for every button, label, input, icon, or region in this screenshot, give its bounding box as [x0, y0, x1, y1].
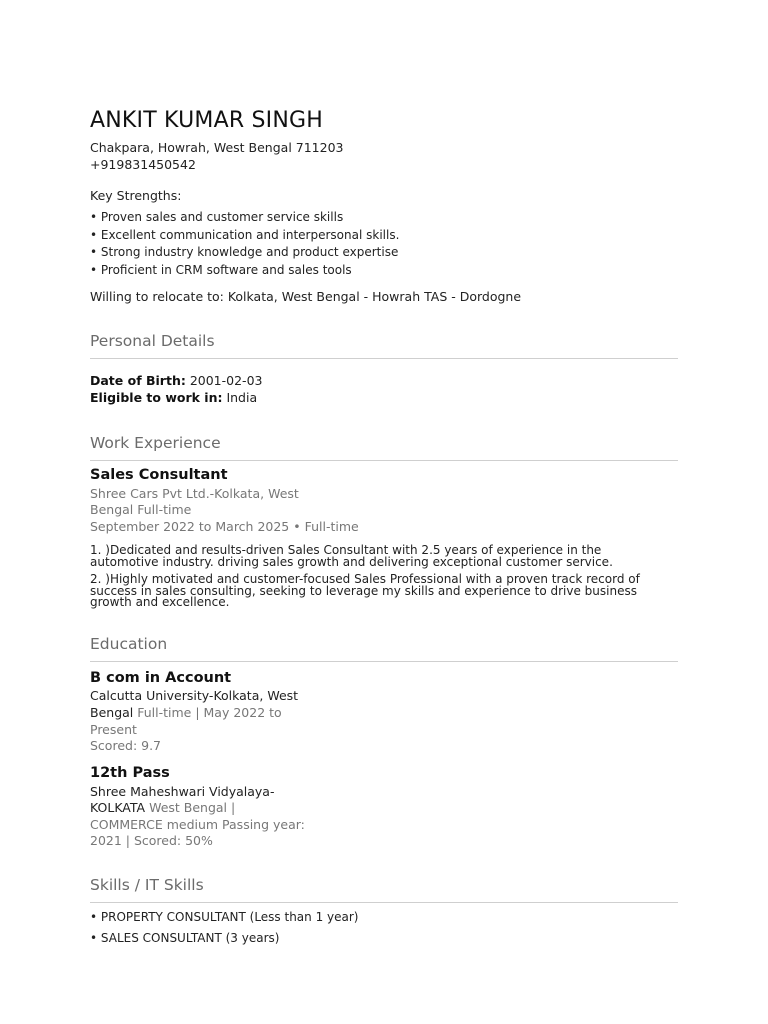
section-divider — [90, 460, 678, 461]
employment-dates: September 2022 to March 2025 • Full-time — [90, 519, 359, 534]
institution-location: KOLKATA — [90, 800, 146, 815]
description-line: growth and excellence. — [90, 595, 230, 609]
relocation-preference: Willing to relocate to: Kolkata, West Bengal - Howrah TAS - Dordogne — [90, 289, 522, 304]
address: Chakpara, Howrah, West Bengal 711203 — [90, 140, 344, 155]
section-divider — [90, 358, 678, 359]
list-item: • Proficient in CRM software and sales tools — [90, 262, 352, 277]
section-title-work-experience: Work Experience — [90, 434, 221, 452]
job-title: Sales Consultant — [90, 467, 228, 483]
list-item: • PROPERTY CONSULTANT (Less than 1 year) — [90, 910, 359, 924]
list-item: • Strong industry knowledge and product expertise — [90, 245, 399, 260]
company-line: Bengal Full-time — [90, 502, 192, 517]
job-description-1 — [90, 545, 678, 568]
degree-title: 12th Pass — [90, 765, 170, 781]
description-line: automotive industry. driving sales growth and delivering exceptional customer service. — [90, 554, 613, 569]
study-details: COMMERCE medium Passing year: — [90, 817, 305, 832]
list-item: • SALES CONSULTANT (3 years) — [90, 931, 280, 945]
institution-line — [90, 800, 235, 815]
list-item: • Proven sales and customer service skills — [90, 210, 344, 224]
score: 2021 | Scored: 50% — [90, 833, 213, 848]
date-of-birth — [90, 373, 262, 388]
institution-line: Calcutta University-Kolkata, West — [90, 688, 299, 703]
degree-title: B com in Account — [90, 670, 232, 686]
description-line: 2. )Highly motivated and customer-focused Sales Professional with a proven track record of — [90, 572, 640, 586]
institution-location: Bengal — [90, 705, 134, 720]
key-strengths-list — [90, 209, 399, 279]
work-eligibility-value: India — [226, 390, 258, 405]
job-description-2 — [90, 574, 678, 609]
company-line: Shree Cars Pvt Ltd.-Kolkata, West — [90, 486, 299, 501]
section-divider — [90, 902, 678, 903]
section-title-skills: Skills / IT Skills — [90, 876, 204, 894]
study-details: Present — [90, 722, 137, 737]
dob-label: Date of Birth: — [90, 373, 186, 388]
candidate-name: ANKIT KUMAR SINGH — [90, 108, 324, 133]
phone-number: +919831450542 — [90, 157, 196, 172]
study-details: Full-time | May 2022 to — [133, 705, 282, 720]
description-line: success in sales consulting, seeking to leverage my skills and experience to drive business — [90, 583, 637, 598]
institution-line: Shree Maheshwari Vidyalaya- — [90, 784, 275, 799]
dob-value: 2001-02-03 — [189, 373, 263, 388]
institution-line — [90, 705, 282, 720]
section-title-education: Education — [90, 635, 168, 653]
study-details: West Bengal | — [145, 800, 236, 815]
section-divider — [90, 661, 678, 662]
score: Scored: 9.7 — [90, 738, 162, 753]
section-title-personal-details: Personal Details — [90, 332, 215, 350]
work-eligibility-label: Eligible to work in: — [90, 390, 223, 405]
description-line: 1. )Dedicated and results-driven Sales Consultant with 2.5 years of experience in the — [90, 543, 602, 557]
skills-list — [90, 907, 358, 949]
work-eligibility — [90, 390, 257, 405]
key-strengths-label: Key Strengths: — [90, 188, 182, 203]
list-item: • Excellent communication and interpersonal skills. — [90, 227, 400, 242]
